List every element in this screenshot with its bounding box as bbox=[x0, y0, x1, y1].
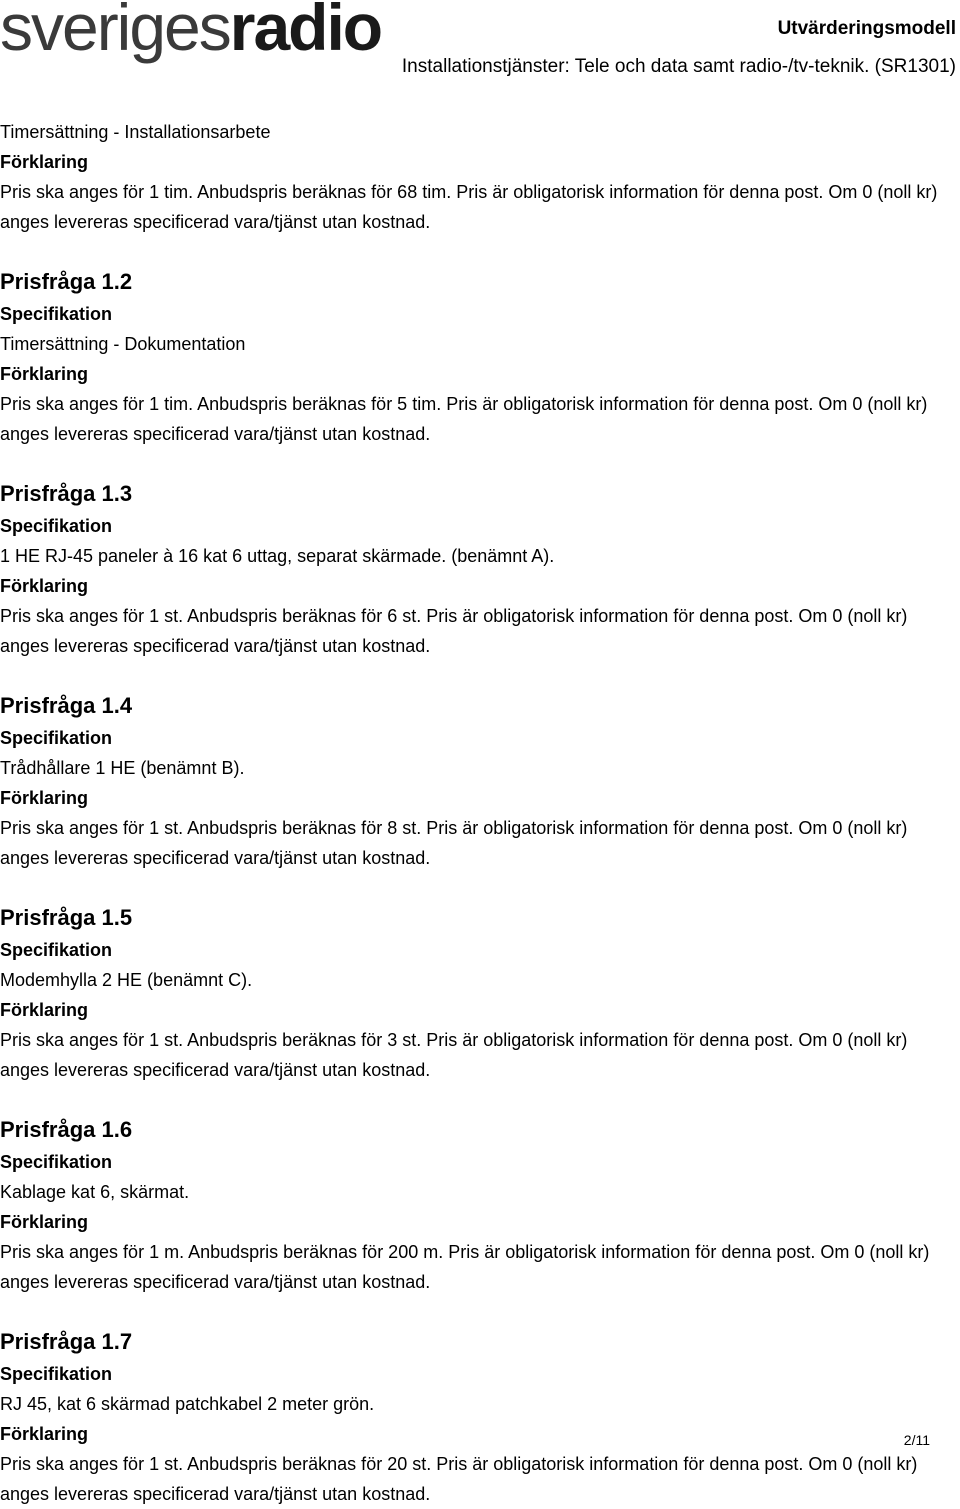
intro-explanation-text: Pris ska anges för 1 tim. Anbudspris beräknas för 68 tim. Pris är obligatorisk information för denna post. Om 0 (noll kr) anges levereras specificerad vara/tjänst utan kostnad. bbox=[0, 182, 938, 232]
question-title: Prisfråga 1.6 bbox=[0, 1117, 133, 1142]
specification-label: Specifikation bbox=[0, 728, 113, 748]
logo-text-sveriges: sveriges bbox=[0, 0, 230, 64]
explanation-label: Förklaring bbox=[0, 576, 89, 596]
explanation-label: Förklaring bbox=[0, 788, 89, 808]
specification-label: Specifikation bbox=[0, 940, 113, 960]
question-title: Prisfråga 1.5 bbox=[0, 905, 133, 930]
specification-text: Trådhållare 1 HE (benämnt B). bbox=[0, 758, 245, 778]
question-title: Prisfråga 1.2 bbox=[0, 269, 133, 294]
specification-label: Specifikation bbox=[0, 304, 113, 324]
explanation-label: Förklaring bbox=[0, 1000, 89, 1020]
specification-label: Specifikation bbox=[0, 1364, 113, 1384]
explanation-text: Pris ska anges för 1 st. Anbudspris beräknas för 8 st. Pris är obligatorisk information för denna post. Om 0 (noll kr) anges levereras specificerad vara/tjänst utan kostnad. bbox=[0, 818, 908, 868]
explanation-text: Pris ska anges för 1 tim. Anbudspris beräknas för 5 tim. Pris är obligatorisk information för denna post. Om 0 (noll kr) anges levereras specificerad vara/tjänst utan kostnad. bbox=[0, 394, 928, 444]
document-title: Utvärderingsmodell bbox=[777, 18, 956, 39]
document-subtitle: Installationstjänster: Tele och data samt radio-/tv-teknik. (SR1301) bbox=[401, 56, 956, 77]
price-question-1-4 bbox=[0, 689, 958, 873]
specification-label: Specifikation bbox=[0, 516, 113, 536]
price-question-1-5 bbox=[0, 901, 958, 1085]
explanation-text: Pris ska anges för 1 st. Anbudspris beräknas för 6 st. Pris är obligatorisk information för denna post. Om 0 (noll kr) anges levereras specificerad vara/tjänst utan kostnad. bbox=[0, 606, 908, 656]
question-title: Prisfråga 1.3 bbox=[0, 481, 133, 506]
specification-text: Kablage kat 6, skärmat. bbox=[0, 1182, 190, 1202]
explanation-label: Förklaring bbox=[0, 364, 89, 384]
question-title: Prisfråga 1.4 bbox=[0, 693, 133, 718]
explanation-text: Pris ska anges för 1 st. Anbudspris beräknas för 20 st. Pris är obligatorisk information för denna post. Om 0 (noll kr) anges levereras specificerad vara/tjänst utan kostnad. bbox=[0, 1454, 918, 1504]
page-number: 2/11 bbox=[903, 1432, 930, 1448]
explanation-text: Pris ska anges för 1 m. Anbudspris beräknas för 200 m. Pris är obligatorisk information för denna post. Om 0 (noll kr) anges levereras specificerad vara/tjänst utan kostnad. bbox=[0, 1242, 930, 1292]
intro-explanation-label: Förklaring bbox=[0, 152, 89, 172]
explanation-label: Förklaring bbox=[0, 1424, 89, 1444]
specification-text: 1 HE RJ-45 paneler à 16 kat 6 uttag, separat skärmade. (benämnt A). bbox=[0, 546, 555, 566]
specification-text: RJ 45, kat 6 skärmad patchkabel 2 meter grön. bbox=[0, 1394, 375, 1414]
explanation-label: Förklaring bbox=[0, 1212, 89, 1232]
price-question-1-6 bbox=[0, 1113, 958, 1297]
price-question-1-2 bbox=[0, 265, 958, 449]
document-body bbox=[0, 117, 958, 1509]
question-title: Prisfråga 1.7 bbox=[0, 1329, 133, 1354]
specification-text: Modemhylla 2 HE (benämnt C). bbox=[0, 970, 253, 990]
price-question-1-3 bbox=[0, 477, 958, 661]
specification-label: Specifikation bbox=[0, 1152, 113, 1172]
logo-text-radio: radio bbox=[229, 0, 382, 64]
price-question-1-7 bbox=[0, 1325, 958, 1509]
specification-text: Timersättning - Dokumentation bbox=[0, 334, 246, 354]
sveriges-radio-logo bbox=[0, 0, 382, 64]
explanation-text: Pris ska anges för 1 st. Anbudspris beräknas för 3 st. Pris är obligatorisk information för denna post. Om 0 (noll kr) anges levereras specificerad vara/tjänst utan kostnad. bbox=[0, 1030, 908, 1080]
intro-specification-text: Timersättning - Installationsarbete bbox=[0, 122, 271, 142]
